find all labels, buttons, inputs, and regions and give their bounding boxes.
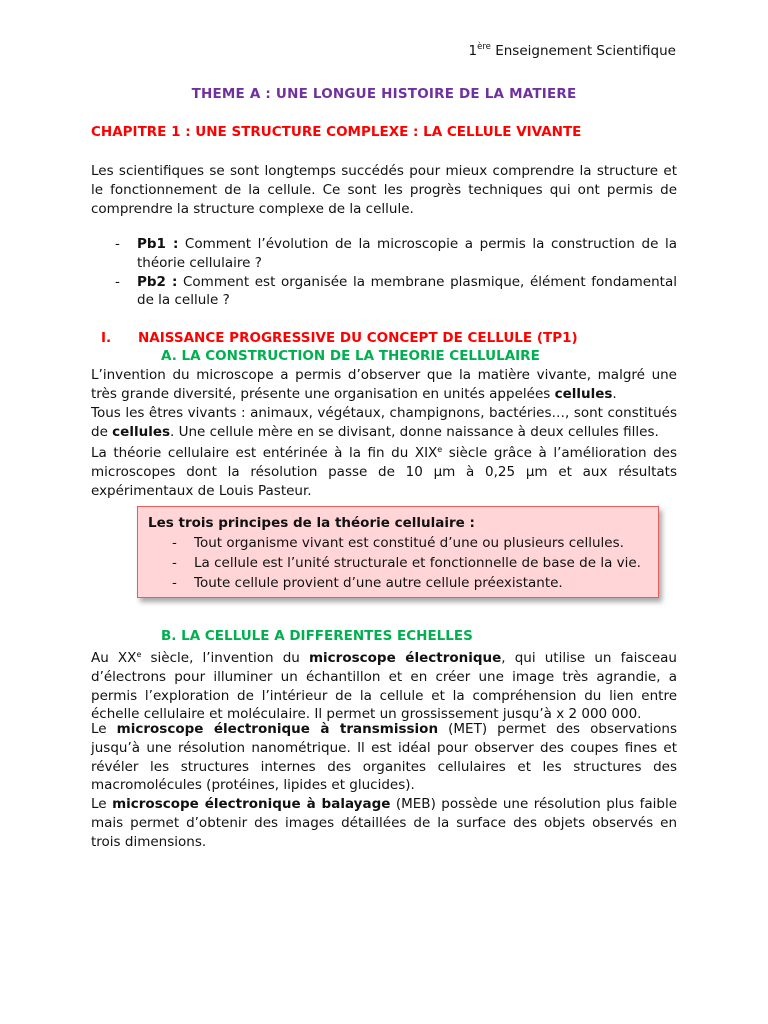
subsection-b-title: B. LA CELLULE A DIFFERENTES ECHELLES: [161, 628, 473, 644]
paragraph-met: [91, 720, 677, 795]
page-header: [469, 42, 676, 59]
intro-paragraph: Les scientifiques se sont longtemps succédés pour mieux comprendre la structure et le fonctionnement de la cellule. Ce sont les progrès techniques qui ont permis de comprendre la structure complexe de la cellule.: [91, 163, 677, 217]
text-run: La théorie cellulaire est entérinée à la fin du XIX: [91, 445, 438, 461]
text-run: Le: [91, 796, 113, 812]
problem-item: [91, 273, 677, 311]
bullet-dash: -: [172, 535, 177, 551]
problem-item: [91, 235, 677, 273]
paragraph-living-beings: [91, 404, 677, 442]
principles-title: Les trois principes de la théorie cellulaire :: [148, 515, 475, 531]
principle-item: [148, 553, 641, 573]
bold-term: cellules: [112, 423, 171, 440]
bullet-dash: -: [115, 236, 120, 252]
header-level-superscript: ère: [477, 42, 491, 52]
bold-term: microscope électronique à balayage: [112, 796, 391, 812]
bold-term: microscope électronique: [308, 650, 502, 666]
superscript: e: [437, 445, 443, 454]
principle-text: Toute cellule provient d’une autre cellule préexistante.: [194, 575, 563, 591]
text-run: Tous les êtres vivants : animaux, végétaux, champignons, bactéries…, sont constitués de: [91, 405, 677, 440]
paragraph-cell-theory: [91, 441, 677, 500]
problem-label: Pb1 :: [137, 236, 179, 252]
superscript: e: [136, 650, 142, 659]
principle-text: Tout organisme vivant est constitué d’une ou plusieurs cellules.: [194, 535, 624, 551]
text-run: . Une cellule mère en se divisant, donne naissance à deux cellules filles.: [170, 423, 659, 440]
text-run: , qui utilise un faisceau d’électrons pour illuminer un échantillon et en créer une image très agrandie, a permis l’exploration de l’intérieur de la cellule et la compréhension du lien entre échelle cellulaire et moléculaire. Il permet un grossissement jusqu’à x 2 000 000.: [91, 650, 677, 723]
bold-term: cellules: [554, 385, 613, 402]
text-run: siècle, l’invention du: [141, 650, 309, 666]
principles-box: [137, 506, 659, 598]
text-run: L’invention du microscope a permis d’observer que la matière vivante, malgré une très grande diversité, présente une organisation en unités appelées: [91, 367, 677, 402]
section-heading: [101, 330, 578, 346]
bullet-dash: -: [172, 575, 177, 591]
text-run: Le: [91, 721, 117, 737]
problem-list: [91, 235, 677, 310]
bullet-dash: -: [115, 273, 120, 290]
principle-item: [148, 533, 641, 553]
text-run: (MEB) possède une résolution plus faible mais permet d’obtenir des images détaillées de la surface des objets observés en trois dimensions.: [91, 796, 677, 850]
subsection-a-title: A. LA CONSTRUCTION DE LA THEORIE CELLULAIRE: [161, 348, 540, 364]
principle-text: La cellule est l’unité structurale et fonctionnelle de base de la vie.: [194, 555, 641, 571]
section-number: I.: [101, 330, 112, 346]
principle-item: [148, 573, 641, 593]
bullet-dash: -: [172, 555, 177, 571]
paragraph-meb: [91, 795, 677, 851]
theme-title: THEME A : UNE LONGUE HISTOIRE DE LA MATIERE: [191, 86, 577, 102]
chapter-title: CHAPITRE 1 : UNE STRUCTURE COMPLEXE : LA CELLULE VIVANTE: [91, 124, 582, 140]
text-run: Au XX: [91, 650, 137, 666]
header-level-number: 1: [468, 43, 478, 59]
problem-text: Comment est organisée la membrane plasmique, élément fondamental de la cellule ?: [137, 273, 677, 309]
bold-term: microscope électronique à transmission: [116, 721, 439, 737]
problem-text: Comment l’évolution de la microscopie a permis la construction de la théorie cellulaire ?: [137, 236, 677, 271]
text-run: (MET) permet des observations jusqu’à une résolution nanométrique. Il est idéal pour observer des coupes fines et révéler les structures internes des organites cellulaires et les structures des macromolécules (protéines, lipides et glucides).: [91, 721, 677, 794]
text-run: .: [612, 385, 617, 402]
paragraph-electron-microscope: [91, 646, 677, 724]
text-run: siècle grâce à l’amélioration des microscopes dont la résolution passe de 10 µm à 0,25 µm et aux résultats expérimentaux de Louis Pasteur.: [91, 445, 677, 499]
principles-list: [148, 533, 641, 593]
problem-label: Pb2 :: [137, 273, 178, 290]
section-title: NAISSANCE PROGRESSIVE DU CONCEPT DE CELLULE (TP1): [138, 330, 578, 346]
paragraph-cells-discovery: [91, 366, 677, 404]
header-title: Enseignement Scientifique: [495, 43, 676, 59]
